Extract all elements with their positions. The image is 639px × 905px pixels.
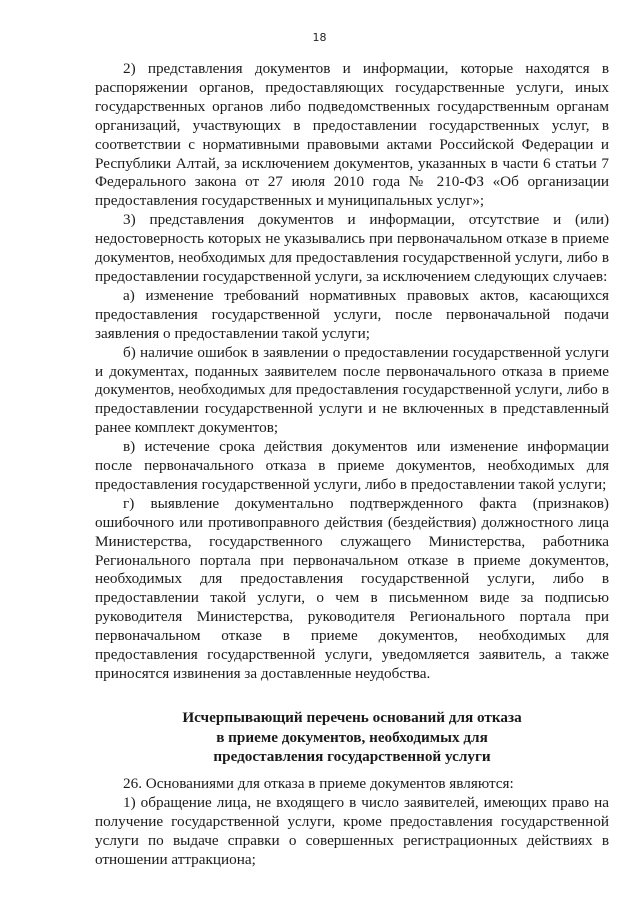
text-block-bottom xyxy=(95,775,609,870)
paragraph-subitem-g: г) выявление документально подтвержденного факта (признаков) ошибочного или противоправного действия (бездействия) должностного лица Министерства, государственного служащего Министерства, работника Регионального портала при первоначальном отказе в приеме документов, необходимых для предоставления государственной услуги, либо в предоставлении такой услуги, о чем в письменном виде за подписью руководителя Министерства, руководителя Регионального портала при первоначальном отказе в приеме документов, необходимых для предоставления государственной услуги, уведомляется заявитель, а также приносятся извинения за доставленные неудобства. xyxy=(95,494,609,682)
heading-line: в приеме документов, необходимых для xyxy=(216,728,488,746)
heading-line: предоставления государственной услуги xyxy=(213,748,491,765)
section-heading xyxy=(95,708,609,767)
text-block-top xyxy=(95,60,609,684)
paragraph-item-3: 3) представления документов и информации, отсутствие и (или) недостоверность которых не указывались при первоначальном отказе в приеме документов, необходимых для предоставления государственной услуги, либо в предоставлении государственной услуги, за исключением следующих случаев: xyxy=(95,211,609,285)
heading-line: Исчерпывающий перечень оснований для отказа xyxy=(182,709,522,726)
paragraph-subitem-a: а) изменение требований нормативных правовых актов, касающихся предоставления государственной услуги, после первоначальной подачи заявления о предоставлении такой услуги; xyxy=(95,286,609,342)
paragraph-subitem-b: б) наличие ошибок в заявлении о предоставлении государственной услуги и документах, поданных заявителем после первоначального отказа в приеме документов, необходимых для предоставления государственной услуги, либо в предоставлении государственной услуги и не включенных в представленный ранее комплект документов; xyxy=(95,343,609,437)
paragraph-subitem-v: в) истечение срока действия документов или изменение информации после первоначального отказа в приеме документов, необходимых для предоставления государственной услуги, либо в предоставлении такой услуги; xyxy=(95,438,609,493)
paragraph-item-26: 26. Основаниями для отказа в приеме документов являются: xyxy=(123,775,514,792)
paragraph-item-26-1: 1) обращение лица, не входящего в число заявителей, имеющих право на получение государственной услуги, кроме предоставления государственной услуги по выдаче справки о совершенных регистрационных действиях в отношении аттракциона; xyxy=(95,793,609,868)
page-number: 18 xyxy=(312,31,327,44)
paragraph-item-2: 2) представления документов и информации, которые находятся в распоряжении органов, предоставляющих государственные услуги, иных государственных органов либо подведомственных государственным органам организаций, участвующих в предоставлении государственных услуг, в соответствии с нормативными правовыми актами Российской Федерации и Республики Алтай, за исключением документов, указанных в части 6 статьи 7 Федерального закона от 27 июля 2010 года № 210-ФЗ «Об организации предоставления государственных и муниципальных услуг»; xyxy=(95,60,609,210)
